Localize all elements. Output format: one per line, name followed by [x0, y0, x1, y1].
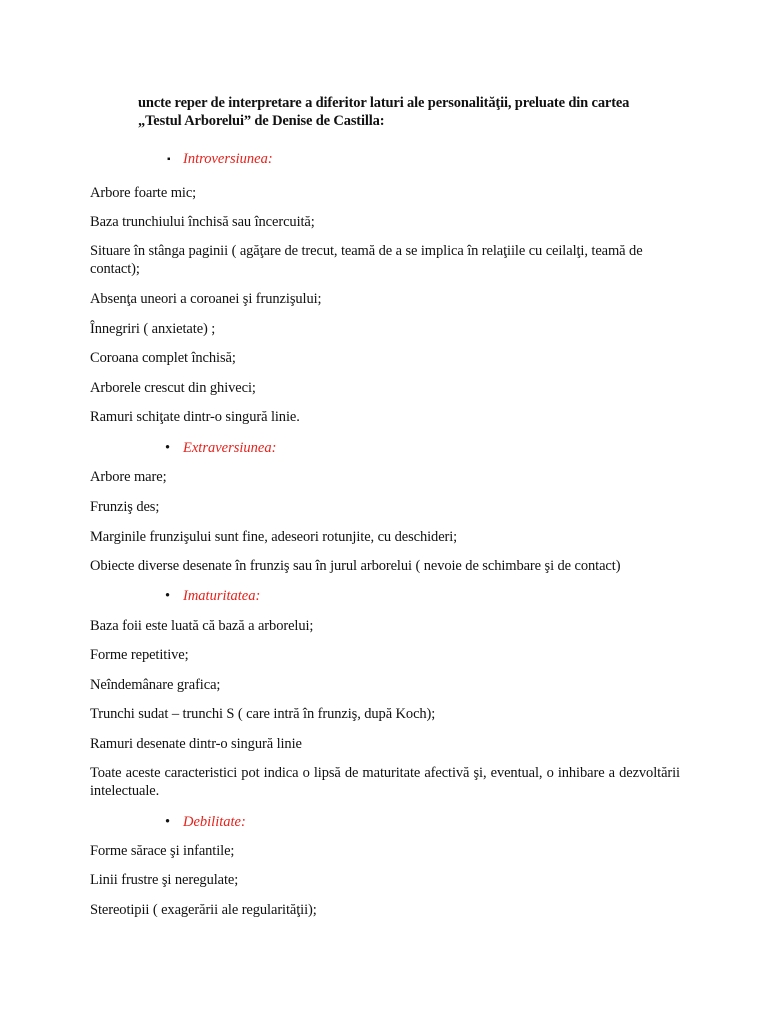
bullet-icon: •: [165, 814, 171, 830]
heading-line-2: „Testul Arborelui” de Denise de Castilla:: [138, 113, 385, 129]
list-item: Ramuri desenate dintr-o singură linie: [90, 736, 302, 752]
list-item: Coroana complet închisă;: [90, 350, 236, 366]
section-title: Debilitate:: [183, 814, 246, 830]
list-item: Obiecte diverse desenate în frunziş sau în jurul arborelui ( nevoie de schimbare şi de contact): [90, 558, 621, 574]
heading-line-1: uncte reper de interpretare a diferitor laturi ale personalităţii, preluate din cartea: [138, 95, 630, 111]
list-item: Absenţa uneori a coroanei şi frunzişului;: [90, 291, 322, 307]
list-item: Arbore mare;: [90, 469, 167, 485]
list-item: Forme sărace şi infantile;: [90, 843, 235, 859]
list-item: Trunchi sudat – trunchi S ( care intră în frunziş, după Koch);: [90, 706, 436, 722]
document-heading: [138, 94, 698, 130]
list-item: Linii frustre şi neregulate;: [90, 872, 239, 888]
list-item: Frunziş des;: [90, 499, 160, 515]
list-item: Neîndemânare grafica;: [90, 677, 221, 693]
section-title: Imaturitatea:: [183, 588, 261, 604]
list-item: Ramuri schiţate dintr-o singură linie.: [90, 409, 300, 425]
list-item: Situare în stânga paginii ( agăţare de trecut, teamă de a se implica în relaţiile cu ceilalţi, teamă de contact);: [90, 243, 643, 277]
list-item: Baza trunchiului închisă sau încercuită;: [90, 214, 315, 230]
list-item: Marginile frunzişului sunt fine, adeseori rotunjite, cu deschideri;: [90, 529, 458, 545]
list-item: Stereotipii ( exagerării ale regularităţii);: [90, 902, 317, 918]
list-item: Înnegriri ( anxietate) ;: [90, 321, 216, 337]
section-title: Introversiunea:: [183, 151, 273, 167]
list-item: Arbore foarte mic;: [90, 185, 197, 201]
square-bullet-icon: ▪: [167, 154, 171, 165]
list-item: Arborele crescut din ghiveci;: [90, 380, 256, 396]
list-item: Forme repetitive;: [90, 647, 189, 663]
bullet-icon: •: [165, 440, 171, 456]
paragraph: Toate aceste caracteristici pot indica o lipsă de maturitate afectivă şi, eventual, o inhibare a dezvoltării intelectuale.: [90, 765, 680, 799]
list-item: Baza foii este luată că bază a arborelui;: [90, 618, 314, 634]
section-title: Extraversiunea:: [183, 440, 277, 456]
bullet-icon: •: [165, 588, 171, 604]
